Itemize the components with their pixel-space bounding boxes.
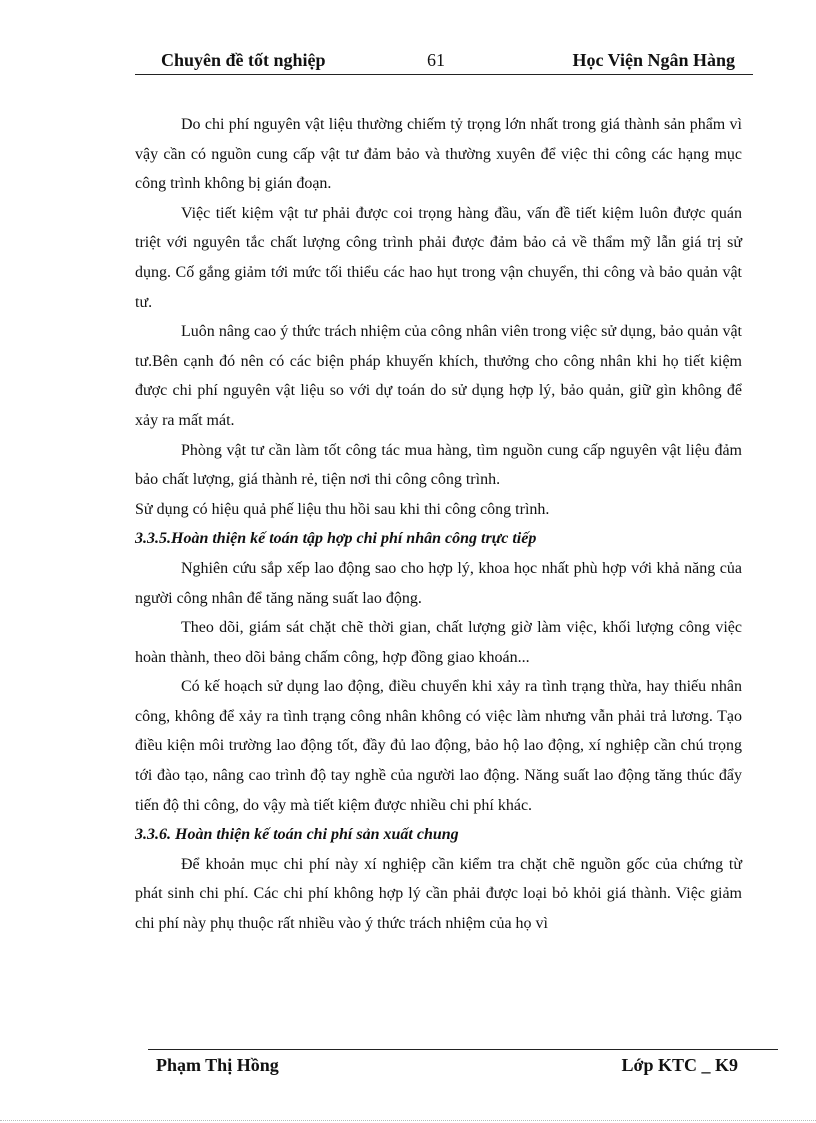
header-title: Chuyên đề tốt nghiệp <box>161 50 326 70</box>
section-heading: 3.3.6. Hoàn thiện kế toán chi phí sản xuất chung <box>135 826 459 844</box>
section-heading: 3.3.5.Hoàn thiện kế toán tập hợp chi phí nhân công trực tiếp <box>135 530 537 548</box>
document-body <box>135 110 742 939</box>
paragraph: Để khoản mục chi phí này xí nghiệp cần kiểm tra chặt chẽ nguồn gốc của chứng từ phát sinh chi phí. Các chi phí không hợp lý cần phải được loại bỏ khỏi giá thành. Việc giảm chi phí này phụ thuộc rất nhiều vào ý thức trách nhiệm của họ vì <box>135 855 742 933</box>
paragraph: Luôn nâng cao ý thức trách nhiệm của công nhân viên trong việc sử dụng, bảo quản vật tư.Bên cạnh đó nên có các biện pháp khuyến khích, thưởng cho công nhân khi họ tiết kiệm được chi phí nguyên vật liệu so với dự toán do sử dụng hợp lý, bảo quản, giữ gìn không để xảy ra mất mát. <box>135 323 742 429</box>
paragraph: Có kế hoạch sử dụng lao động, điều chuyển khi xảy ra tình trạng thừa, hay thiếu nhân công, không để xảy ra tình trạng công nhân không có việc làm nhưng vẫn phải trả lương. Tạo điều kiện môi trường lao động tốt, đầy đủ lao động, bảo hộ lao động, xí nghiệp cần chú trọng tới đào tạo, nâng cao trình độ tay nghề của người lao động. Năng suất lao động tăng thúc đẩy tiến độ thi công, do vậy mà tiết kiệm được nhiều chi phí khác. <box>135 678 742 814</box>
page-break-divider <box>0 1120 816 1121</box>
paragraph: Việc tiết kiệm vật tư phải được coi trọng hàng đầu, vấn đề tiết kiệm luôn được quán triệt với nguyên tắc chất lượng công trình phải được đảm bảo cả về thẩm mỹ lẫn giá trị sử dụng. Cố gắng giảm tới mức tối thiểu các hao hụt trong vận chuyển, thi công và bảo quản vật tư. <box>135 204 742 311</box>
paragraph: Phòng vật tư cần làm tốt công tác mua hàng, tìm nguồn cung cấp nguyên vật liệu đảm bảo chất lượng, giá thành rẻ, tiện nơi thi công công trình. <box>135 441 742 489</box>
footer-author: Phạm Thị Hồng <box>156 1055 279 1075</box>
paragraph: Do chi phí nguyên vật liệu thường chiếm tỷ trọng lớn nhất trong giá thành sản phẩm vì vậy cần có nguồn cung cấp vật tư đảm bảo và thường xuyên để việc thi công các hạng mục công trình không bị gián đoạn. <box>135 116 742 193</box>
page-footer <box>148 1049 778 1075</box>
paragraph: Sử dụng có hiệu quả phế liệu thu hồi sau khi thi công công trình. <box>135 500 550 518</box>
page-header <box>135 46 753 75</box>
header-institution: Học Viện Ngân Hàng <box>572 50 735 70</box>
page-number: 61 <box>427 50 445 70</box>
footer-class: Lớp KTC _ K9 <box>621 1055 738 1075</box>
paragraph: Nghiên cứu sắp xếp lao động sao cho hợp lý, khoa học nhất phù hợp với khả năng của người công nhân để tăng năng suất lao động. <box>135 559 742 607</box>
paragraph: Theo dõi, giám sát chặt chẽ thời gian, chất lượng giờ làm việc, khối lượng công việc hoàn thành, theo dõi bảng chấm công, hợp đồng giao khoán... <box>135 619 742 666</box>
